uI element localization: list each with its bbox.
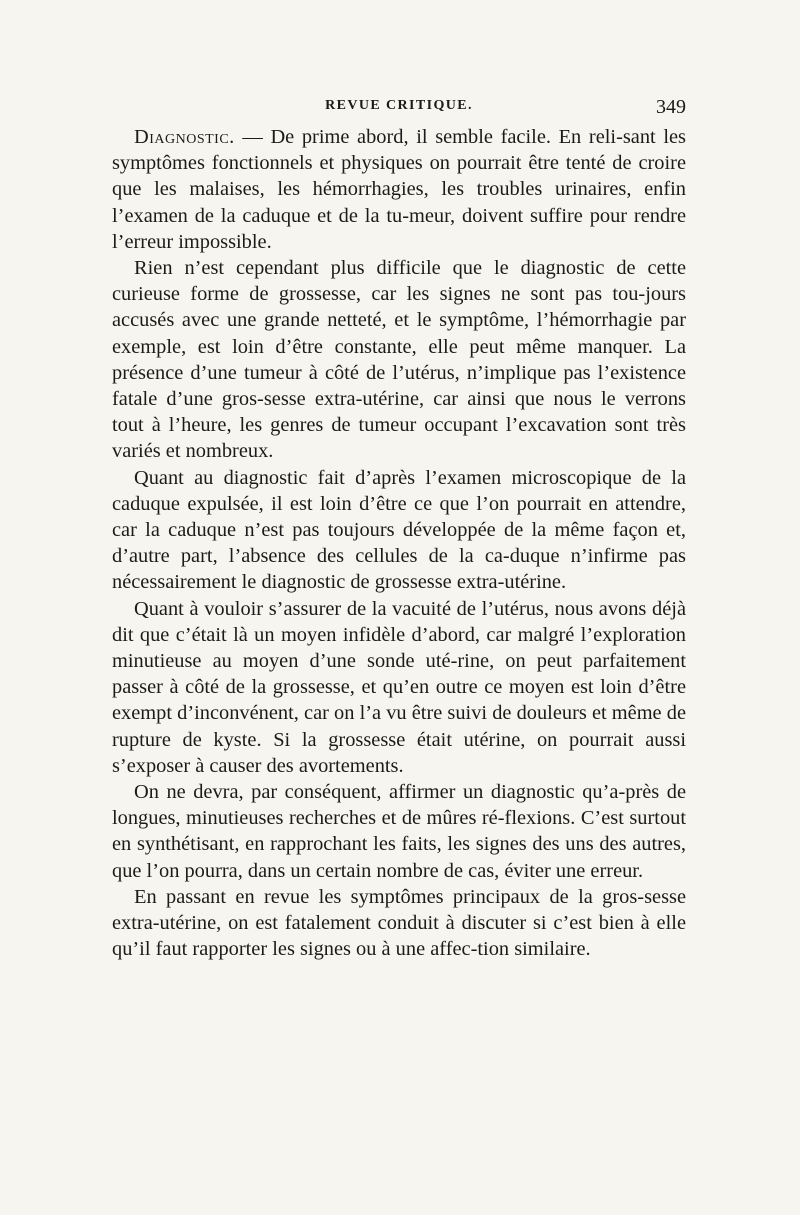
paragraph <box>112 465 686 596</box>
paragraph-text: Rien n’est cependant plus difficile que le diagnostic de cette curieuse forme de grossesse, car les signes ne sont pas tou-jours accusés avec une grande netteté, et le symptôme, l’hémorrhagie par exemple, est loin d’être constante, elle peut même manquer. La présence d’une tumeur à côté de l’utérus, n’implique pas l’existence fatale d’une gros-sesse extra-utérine, car ainsi que nous le verrons tout à l’heure, les genres de tumeur occupant l’excavation sont très variés et nombreux. <box>112 257 686 463</box>
paragraph-diagnostic <box>112 124 686 255</box>
paragraph <box>112 884 686 963</box>
paragraph-text: En passant en revue les symptômes principaux de la gros-sesse extra-utérine, on est fatalement conduit à discuter si c’est bien à elle qu’il faut rapporter les signes ou à une affec-tion similaire. <box>112 885 686 961</box>
section-lead: Diagnostic. <box>134 126 235 148</box>
paragraph <box>112 596 686 779</box>
paragraph-text: On ne devra, par conséquent, affirmer un diagnostic qu’a-près de longues, minutieuses recherches et de mûres ré-flexions. C’est surtout en synthétisant, en rapprochant les faits, les signes des uns des autres, que l’on pourra, dans un certain nombre de cas, éviter une erreur. <box>112 781 686 882</box>
body-text <box>112 124 686 963</box>
running-head <box>112 96 686 122</box>
page-number: 349 <box>656 96 686 118</box>
paragraph <box>112 255 686 465</box>
paragraph-text: — De prime abord, il semble facile. En reli-sant les symptômes fonctionnels et physiques on pourrait être tenté de croire que les malaises, les hémorrhagies, les troubles urinaires, enfin l’examen de la caduque et de la tu-meur, doivent suffire pour rendre l’erreur impossible. <box>112 126 686 253</box>
paragraph <box>112 779 686 884</box>
paragraph-text: Quant au diagnostic fait d’après l’examen microscopique de la caduque expulsée, il est loin d’être ce que l’on pourrait en attendre, car la caduque n’est pas toujours développée de la même façon et, d’autre part, l’absence des cellules de la ca-duque n’infirme pas nécessairement le diagnostic de grossesse extra-utérine. <box>112 466 686 594</box>
running-title: REVUE CRITIQUE. <box>325 98 473 113</box>
paragraph-text: Quant à vouloir s’assurer de la vacuité de l’utérus, nous avons déjà dit que c’était là un moyen infidèle d’abord, car malgré l’exploration minutieuse au moyen d’une sonde uté-rine, on peut parfaitement passer à côté de la grossesse, et qu’en outre ce moyen est loin d’être exempt d’inconvénent, car on l’a vu être suivi de douleurs et même de rupture de kyste. Si la grossesse était utérine, on pourrait aussi s’exposer à causer des avortements. <box>112 597 686 777</box>
